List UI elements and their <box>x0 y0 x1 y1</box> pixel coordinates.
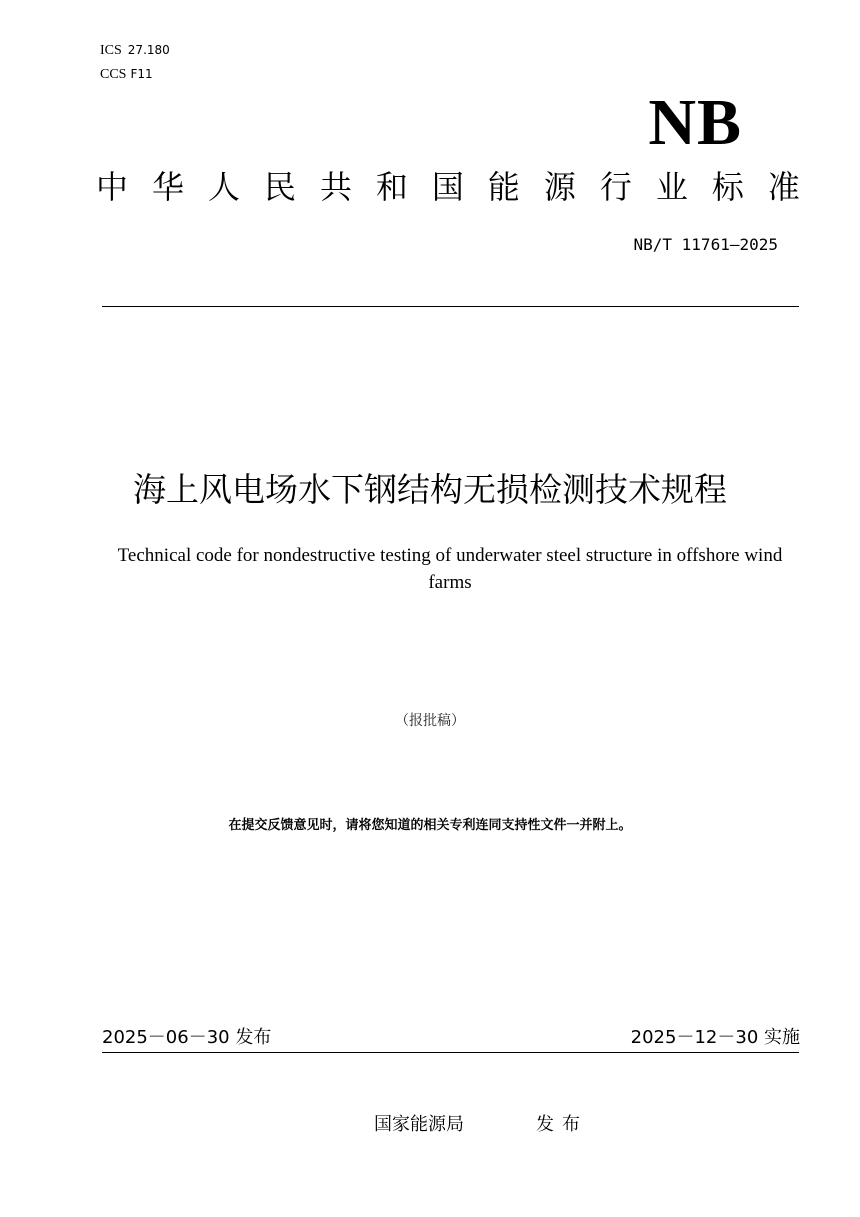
nb-logo: NB <box>648 86 742 159</box>
publisher-name: 国家能源局 <box>374 1114 464 1135</box>
document-title-cn: 海上风电场水下钢结构无损检测技术规程 <box>133 470 727 509</box>
publish-label: 发布 <box>536 1114 588 1135</box>
org-title-char: 中 <box>96 168 129 206</box>
org-title-char: 业 <box>655 168 688 206</box>
org-title-char: 民 <box>263 168 296 206</box>
issuing-body-title <box>96 167 800 207</box>
org-title-char: 标 <box>711 168 744 206</box>
ccs-classification <box>100 66 153 83</box>
org-title-char: 和 <box>375 168 408 206</box>
org-title-char: 国 <box>431 168 464 206</box>
ccs-code: F11 <box>130 67 153 81</box>
ics-label: ICS <box>100 43 122 58</box>
ccs-label: CCS <box>100 67 127 82</box>
standard-number: NB/T 11761—2025 <box>633 235 778 254</box>
org-title-char: 行 <box>599 168 632 206</box>
org-title-char: 共 <box>319 168 352 206</box>
document-title-en: Technical code for nondestructive testing of underwater steel structure in offshore wind farms <box>117 545 783 593</box>
ics-classification <box>100 42 170 59</box>
draft-status: （报批稿） <box>395 713 465 729</box>
footer-divider <box>102 1052 799 1053</box>
org-title-char: 准 <box>767 168 800 206</box>
org-title-char: 人 <box>207 168 240 206</box>
org-title-char: 能 <box>487 168 520 206</box>
issue-date: 2025－06－30 发布 <box>102 1027 272 1048</box>
org-title-char: 源 <box>543 168 576 206</box>
header-divider <box>102 306 799 307</box>
org-title-char: 华 <box>151 168 184 206</box>
ics-code: 27.180 <box>127 43 170 57</box>
patent-notice: 在提交反馈意见时，请将您知道的相关专利连同支持性文件一并附上。 <box>228 818 632 833</box>
implementation-date: 2025－12－30 实施 <box>630 1027 800 1048</box>
